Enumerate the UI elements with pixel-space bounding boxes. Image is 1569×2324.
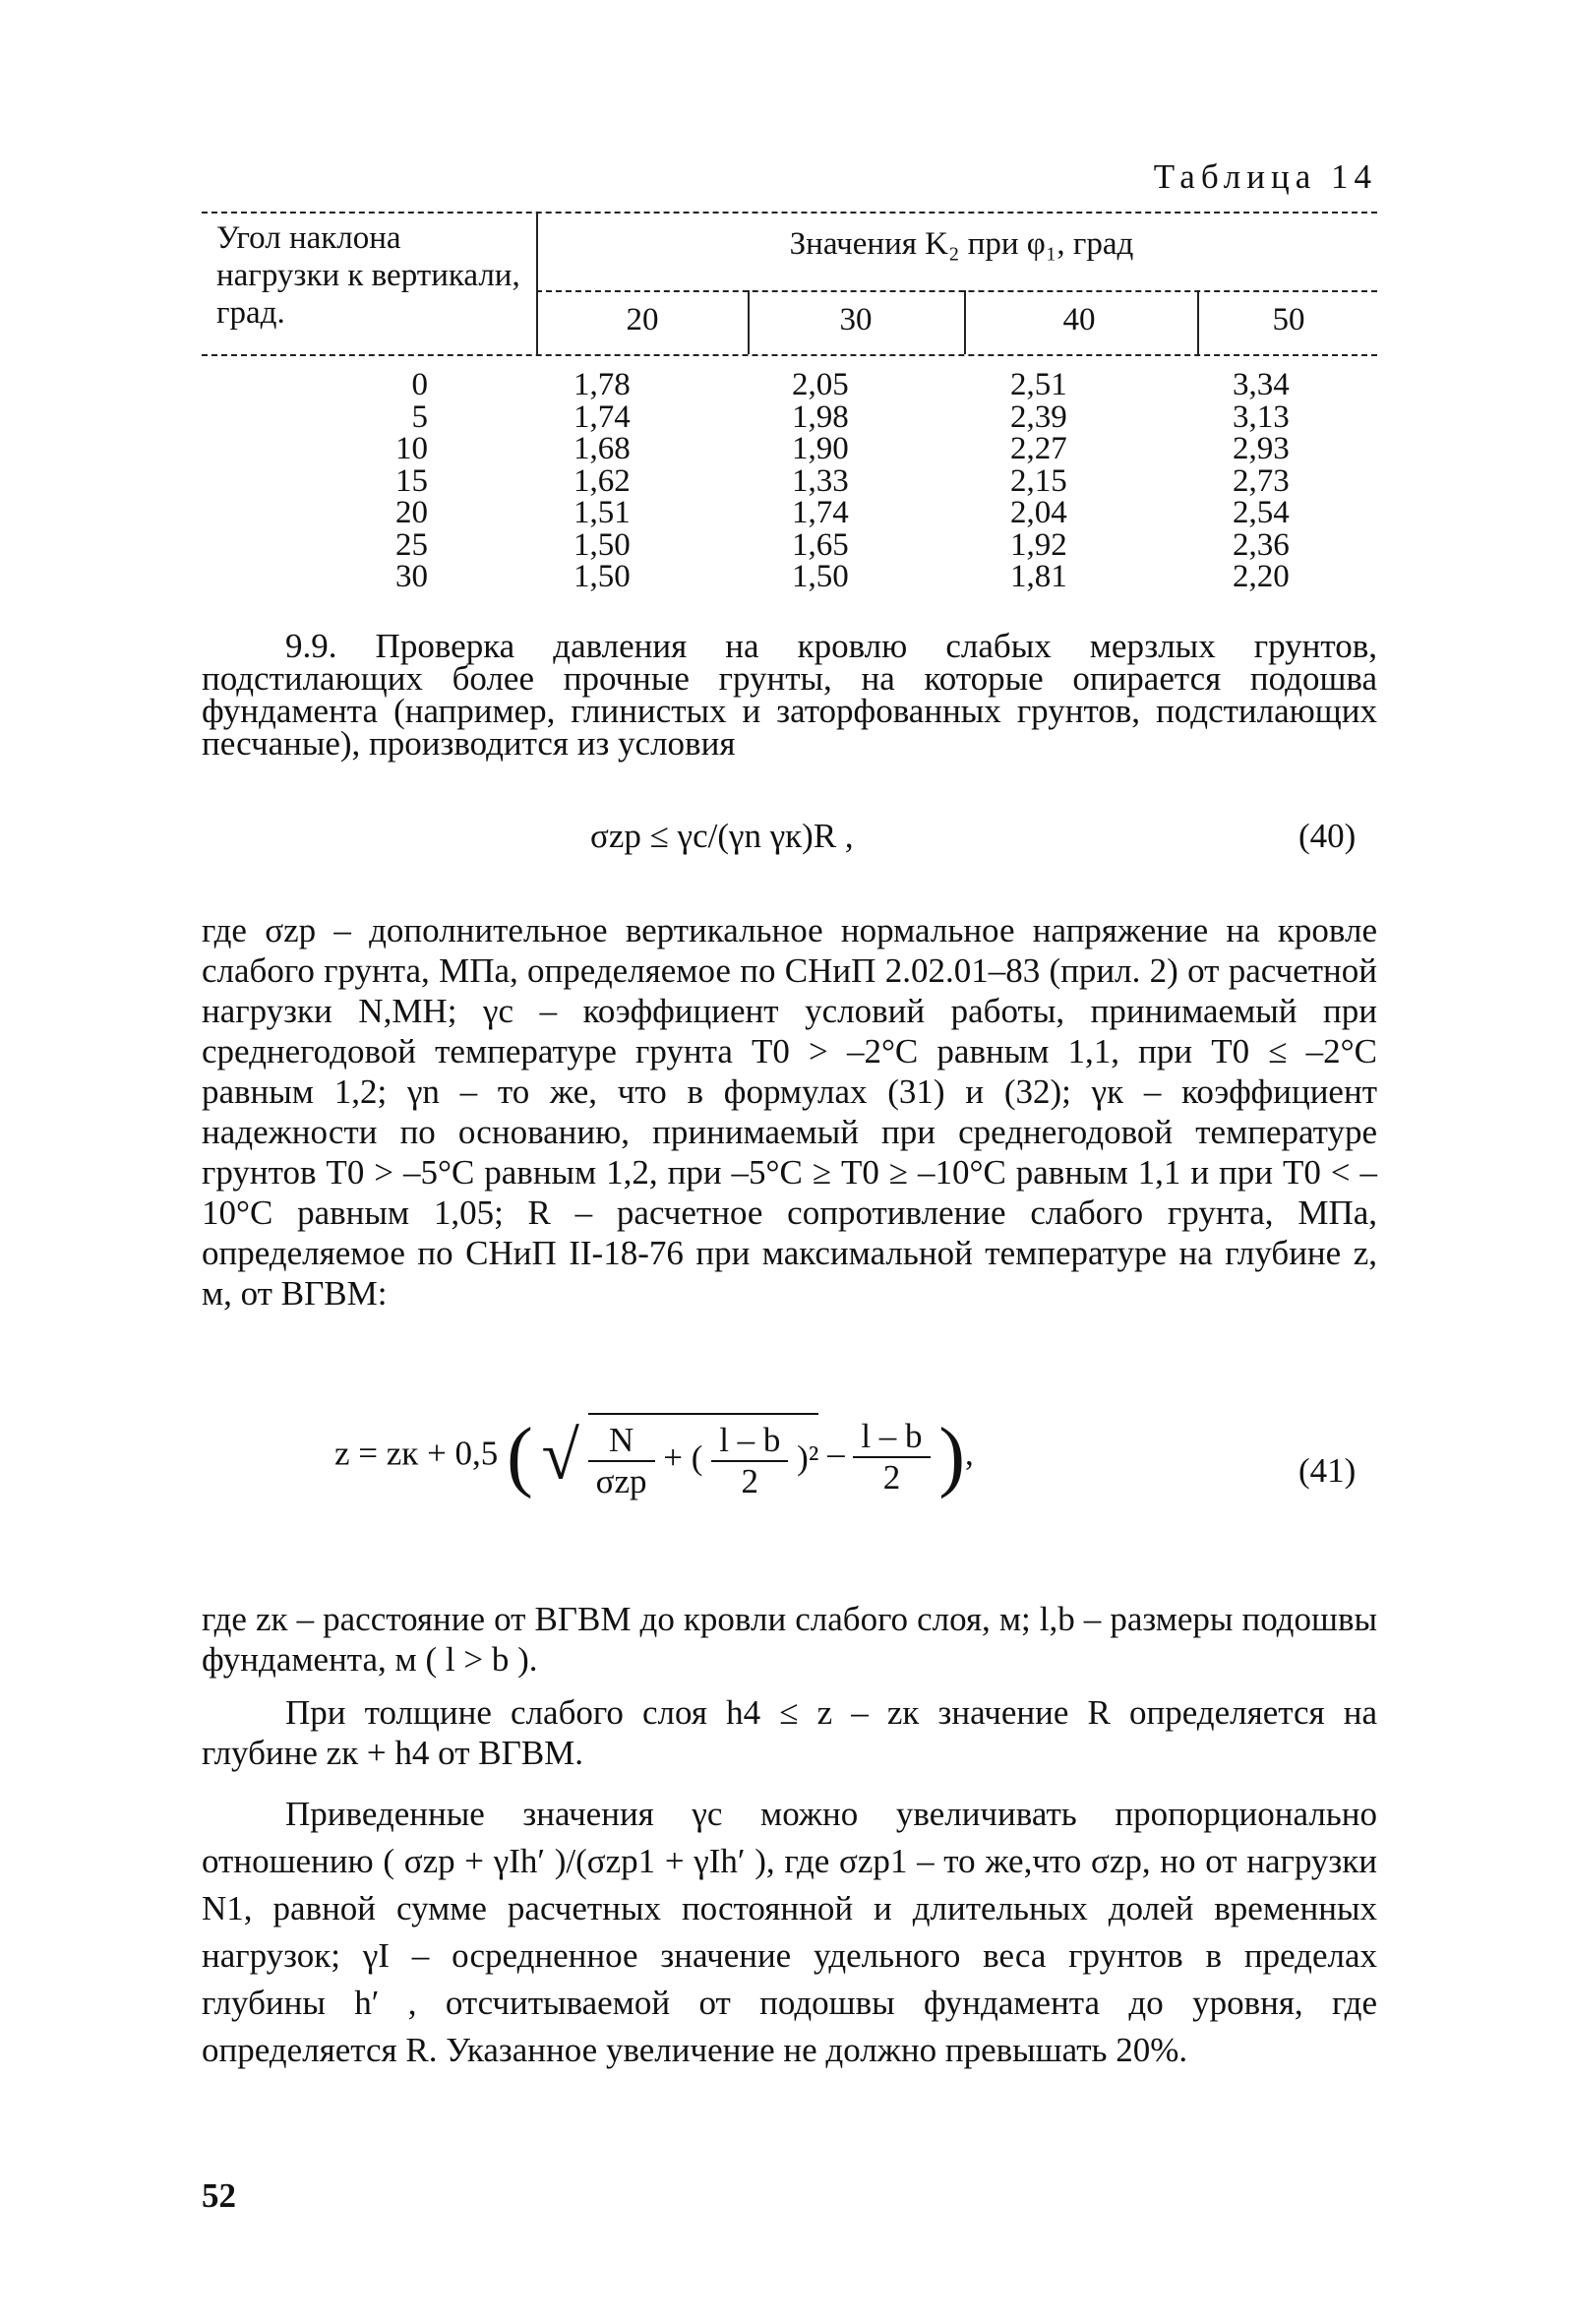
formula-40-explanation: где σzp – дополнительное вертикальное нормальное напряжение на кровле слабого грунта, МПа, определяемое по СНиП 2.02.01–83 (прил. 2) от расчетной нагрузки N,МН; γc – коэффициент условий работы, принимаемый при среднегодовой температуре грунта T0 > –2°С равным 1,1, при T0 ≤ –2°С равным 1,2; γn – то же, что в формулах (31) и (32); γк – коэффициент надежности по основанию, принимаемый при среднегодовой температуре грунтов T0 > –5°С равным 1,2, при –5°С ≥ T0 ≥ –10°С равным 1,1 и при T0 < –10°С равным 1,05; R – расчетное сопротивление слабого грунта, МПа, определяемое по СНиП II-18-76 при максимальной температуре на глубине z, м, от ВГВМ: <box>202 911 1377 1313</box>
table-cell: 0 <box>411 367 428 402</box>
formula-41-denominator: 2 <box>741 1461 759 1500</box>
formula-41-numerator: N <box>588 1421 655 1462</box>
table-cell: 1,98 <box>792 398 849 435</box>
table-stub-divider <box>536 212 538 354</box>
formula-41-paren-close: ) <box>938 1413 965 1499</box>
formula-41-left: z = zк + 0,5 <box>334 1434 499 1473</box>
formula-41-plus: + ( <box>663 1437 703 1477</box>
table-cell: 1,62 <box>573 462 631 499</box>
table-cell: 30 <box>395 559 428 594</box>
table-cell: 1,51 <box>573 495 631 530</box>
formula-41-minus: – <box>827 1434 854 1473</box>
formula-41-fraction <box>588 1421 655 1501</box>
table-cell: 1,65 <box>792 526 849 563</box>
table-cell: 25 <box>395 526 428 563</box>
table-cell: 2,39 <box>1010 398 1067 435</box>
table-cell: 1,33 <box>792 462 849 499</box>
table-cell: 1,90 <box>792 431 849 466</box>
table-cell: 10 <box>395 431 428 466</box>
table-column-header: 40 <box>1062 302 1096 337</box>
table-cell: 1,74 <box>792 495 849 530</box>
table-stub-header: Угол наклона нагрузки к вертикали, град. <box>216 220 520 331</box>
formula-41-denominator: 2 <box>882 1457 901 1497</box>
table-subheader-rule <box>536 290 1377 292</box>
table-caption: Таблица 14 <box>1153 157 1377 196</box>
table-cell: 2,05 <box>792 367 849 402</box>
table-column-20 <box>573 369 701 593</box>
formula-40-number: (40) <box>1298 817 1357 855</box>
table-cell: 1,78 <box>573 367 631 402</box>
table-span-header: Значения K₂ при φ₁, град <box>789 226 1134 262</box>
table-column-40 <box>1010 369 1138 593</box>
table-cell: 1,50 <box>573 559 631 594</box>
formula-41-numerator: l – b <box>853 1417 930 1458</box>
table-angle-column <box>349 369 428 593</box>
table-cell: 1,81 <box>1010 559 1067 594</box>
formula-40: σzp ≤ γc/(γn γк)R , <box>590 817 854 855</box>
table-col-divider <box>964 290 966 354</box>
table-cell: 2,73 <box>1233 462 1290 499</box>
table-column-header: 50 <box>1272 302 1305 337</box>
coefficient-table <box>202 212 1377 615</box>
formula-41-denominator: σzp <box>595 1461 647 1500</box>
table-col-divider <box>1197 290 1199 354</box>
table-column-50 <box>1233 369 1360 593</box>
table-col-divider <box>748 290 750 354</box>
formula-41-fraction <box>853 1417 930 1498</box>
formula-41-paren-open: ( <box>507 1413 533 1499</box>
table-column-30 <box>792 369 920 593</box>
table-top-rule <box>202 212 1377 214</box>
table-cell: 2,51 <box>1010 367 1067 402</box>
formula-41-sqrt-sign: √ <box>541 1418 579 1495</box>
table-cell: 2,93 <box>1233 431 1290 466</box>
table-cell: 2,20 <box>1233 559 1290 594</box>
formula-41-fraction <box>711 1421 788 1501</box>
table-cell: 1,74 <box>573 398 631 435</box>
section-9-9-paragraph: 9.9. Проверка давления на кровлю слабых мерзлых грунтов, подстилающих более прочные грунты, на которые опирается подошва фундамента (например, глинистых и заторфованных грунтов, подстилающих песчаные), производится из условия <box>202 627 1377 763</box>
table-cell: 1,68 <box>573 431 631 466</box>
table-cell: 20 <box>395 495 428 530</box>
table-cell: 1,92 <box>1010 526 1067 563</box>
table-cell: 2,54 <box>1233 495 1290 530</box>
formula-41-explanation: где zк – расстояние от ВГВМ до кровли слабого слоя, м; l,b – размеры подошвы фундамента, м ( l > b ). <box>202 1600 1377 1679</box>
formula-41: z = zк + 0,5 ( √ $\frac{N}{\text{σzp}}$ + ( $\frac{l - b}{2}$ )² – $\frac{l - b}{2}$ ), <box>334 1413 974 1500</box>
table-column-header: 20 <box>626 302 659 337</box>
formula-41-number: (41) <box>1298 1451 1357 1490</box>
thickness-paragraph: При толщине слабого слоя h4 ≤ z – zк значение R определяется на глубине zк + h4 от ВГВМ. <box>202 1693 1377 1772</box>
table-cell: 2,27 <box>1010 431 1067 466</box>
table-cell: 3,13 <box>1233 398 1290 435</box>
increase-paragraph: Приведенные значения γc можно увеличивать пропорционально отношению ( σzp + γIh′ )/(σzp1 + γIh′ ), где σzp1 – то же,что σzp, но от нагрузки N1, равной сумме расчетных постоянной и длительных долей временных нагрузок; γI – осредненное значение удельного веса грунтов в пределах глубины h′ , отсчитываемой от подошвы фундамента до уровня, где определяется R. Указанное увеличение не должно превышать 20%. <box>202 1795 1377 2069</box>
formula-41-square: )² <box>797 1437 819 1477</box>
table-column-header: 30 <box>839 302 873 337</box>
table-cell: 2,36 <box>1233 526 1290 563</box>
formula-41-radicand <box>588 1413 819 1501</box>
table-cell: 3,34 <box>1233 367 1290 402</box>
formula-41-numerator: l – b <box>711 1421 788 1462</box>
table-cell: 2,15 <box>1010 462 1067 499</box>
page-number: 52 <box>202 2176 236 2215</box>
table-cell: 1,50 <box>792 559 849 594</box>
table-header-rule <box>202 354 1377 356</box>
table-cell: 15 <box>395 462 428 499</box>
table-cell: 5 <box>411 398 428 435</box>
table-cell: 1,50 <box>573 526 631 563</box>
table-cell: 2,04 <box>1010 495 1067 530</box>
